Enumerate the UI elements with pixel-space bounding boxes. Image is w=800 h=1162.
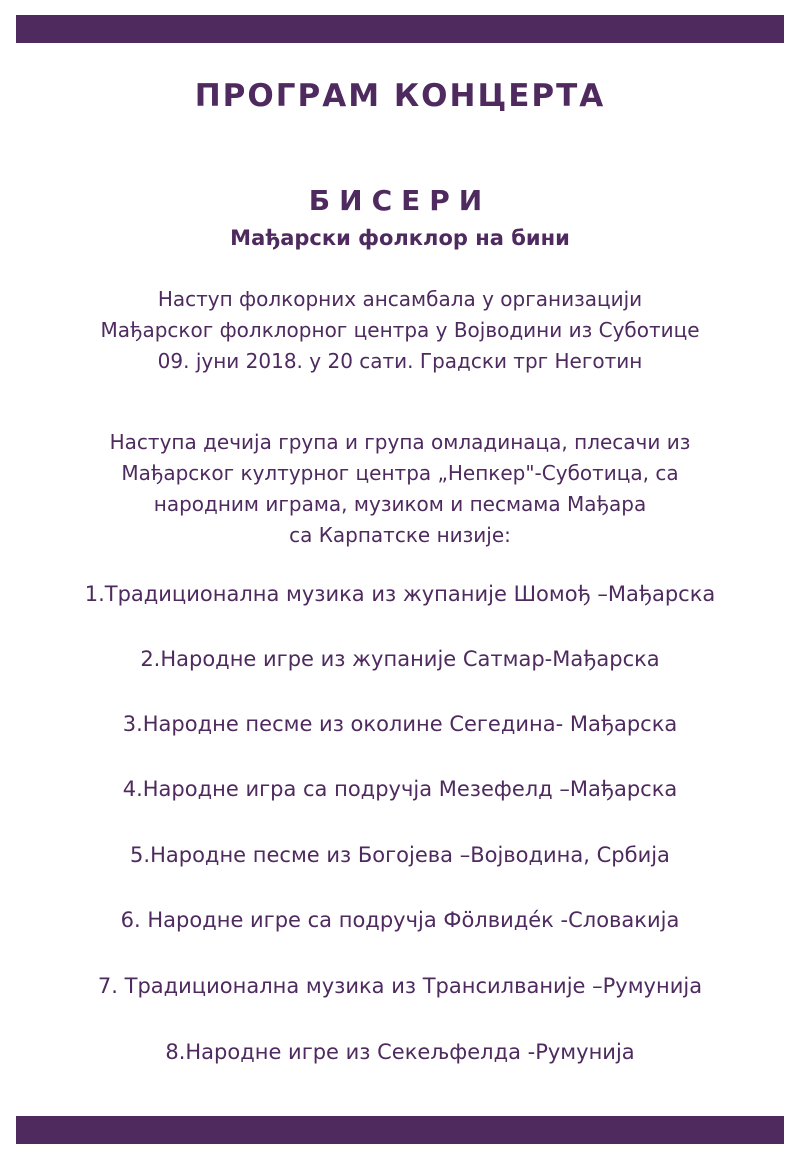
page-title: ПРОГРАМ КОНЦЕРТА	[194, 78, 606, 114]
description-line: народним играма, музиком и песмама Мађара	[153, 492, 647, 516]
program-item-8: 8.Народне игре из Секељфелда -Румунија	[165, 1040, 635, 1064]
intro-line: 09. јуни 2018. у 20 сати. Градски трг Неготин	[157, 349, 643, 373]
intro-paragraph	[0, 284, 800, 377]
program-item-6: 6. Народне игре са подручја Фӧлвидéк -Словакија	[120, 908, 680, 932]
top-decorative-bar	[16, 15, 784, 43]
bottom-decorative-bar	[16, 1116, 784, 1144]
program-item-5: 5.Народне песме из Богојева –Војводина, Србија	[130, 843, 670, 867]
description-line: Наступа дечија група и група омладинаца, плесачи из	[109, 430, 691, 454]
intro-line: Мађарског фолклорног центра у Војводини из Суботице	[100, 318, 700, 342]
concert-name: БИСЕРИ	[308, 184, 492, 217]
description-line: Мађарског културног центра „Непкер"-Суботица, са	[121, 461, 679, 485]
program-item-4: 4.Народне игра са подручја Мезефелд –Мађарска	[122, 777, 678, 801]
program-item-3: 3.Народне песме из околине Сегедина- Мађарска	[122, 712, 678, 736]
description-paragraph	[0, 427, 800, 551]
program-item-1: 1.Традиционална музика из жупаније Шомођ –Мађарска	[84, 582, 716, 606]
description-line: са Карпатске низије:	[289, 523, 511, 547]
intro-line: Наступ фолкорних ансамбала у организацији	[157, 287, 643, 311]
concert-subtitle: Мађарски фолклор на бини	[230, 226, 570, 250]
program-item-2: 2.Народне игре из жупаније Сатмар-Мађарска	[140, 647, 660, 671]
program-item-7: 7. Традиционална музика из Трансилваније –Румунија	[97, 974, 703, 998]
